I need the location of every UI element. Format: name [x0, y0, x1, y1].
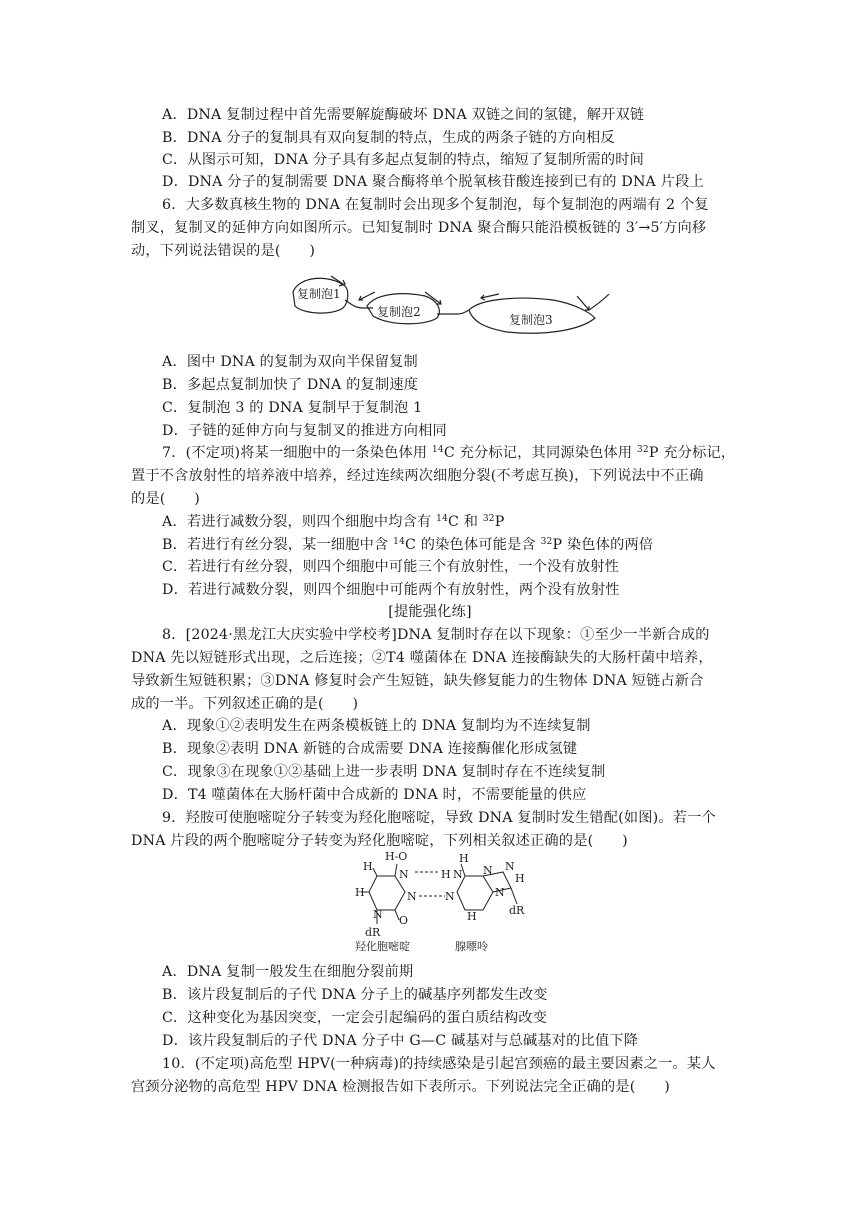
q7-option-c: C．若进行有丝分裂，则四个细胞中可能三个有放射性，一个没有放射性	[162, 559, 620, 575]
cytosine-ring	[369, 876, 405, 910]
section-title: [提能强化练]	[388, 604, 472, 620]
atom-h-1: H	[363, 860, 373, 873]
dna-segment-2	[437, 310, 469, 314]
q7-stem-text-a: 7．(不定项)将某一细胞中的一条染色体用	[162, 445, 432, 461]
q10-stem-line-2: 宫颈分泌物的高危型 HPV DNA 检测报告如下表所示。下列说法完全正确的是( )	[131, 1079, 671, 1095]
q7-stem-text-c: P 充分标记，	[648, 445, 736, 461]
atom-n-5: N	[445, 890, 455, 903]
q6-stem-line-3: 动，下列说法错误的是( )	[131, 243, 316, 259]
adenine-n-dr-bond	[511, 888, 517, 904]
isotope-14: 14	[432, 445, 444, 455]
bubble-3-label: 复制泡3	[509, 313, 553, 327]
q7-stem-line-3: 的是( )	[131, 491, 201, 507]
bubble-1-label: 复制泡1	[297, 287, 341, 301]
atom-n-1: N	[399, 868, 409, 881]
q7-opt-b-text-1: B．若进行有丝分裂，某一细胞中含	[162, 537, 394, 553]
q7-stem-text-b: C 充分标记，其同源染色体用	[443, 445, 637, 461]
atom-n-7: N	[495, 886, 505, 899]
h-o-label: H-O	[385, 850, 408, 863]
q6-option-a: A．图中 DNA 的复制为双向半保留复制	[162, 354, 418, 370]
q8-stem-line-4: 成的一半。下列叙述正确的是( )	[131, 696, 359, 712]
atom-n-6: N	[483, 864, 493, 877]
fork-arrow-2	[359, 292, 375, 300]
isotope-32: 32	[637, 445, 649, 455]
q7-opt-a-text-3: P	[494, 514, 505, 530]
bubble-2-label: 复制泡2	[377, 305, 421, 319]
replication-bubbles-diagram	[285, 270, 615, 342]
q9-option-d: D．该片段复制后的子代 DNA 分子中 G—C 碱基对与总碱基对的比值下降	[162, 1033, 639, 1049]
atom-n-8: N	[505, 860, 515, 873]
dr-label-left: dR	[365, 926, 381, 939]
fork-arrow-3	[425, 292, 441, 304]
q5-option-a: A．DNA 复制过程中首先需要解旋酶破坏 DNA 双链之间的氢键，解开双链	[162, 107, 645, 123]
q5-option-b: B．DNA 分子的复制具有双向复制的特点，生成的两条子链的方向相反	[162, 130, 615, 146]
q5-option-d: D．DNA 分子的复制需要 DNA 聚合酶将单个脱氧核苷酸连接到已有的 DNA 片段上	[162, 174, 704, 190]
atom-h-3: H	[441, 868, 451, 881]
dr-label-right: dR	[509, 904, 525, 917]
n-oh-bond	[395, 864, 397, 876]
q7-opt-a-text-1: A．若进行减数分裂，则四个细胞中均含有	[162, 514, 437, 530]
q6-option-d: D．子链的延伸方向与复制叉的推进方向相同	[162, 423, 447, 439]
atom-n-3: N	[373, 908, 383, 921]
q7-stem-line-1	[162, 443, 735, 463]
q7-option-a	[162, 512, 504, 532]
atom-h-5: H	[515, 872, 525, 885]
atom-n-4: N	[453, 868, 463, 881]
base-pair-structure	[355, 848, 535, 954]
c-h-bond-top	[373, 868, 377, 876]
q6-option-c: C．复制泡 3 的 DNA 复制早于复制泡 1	[162, 400, 423, 416]
q7-option-b	[162, 535, 653, 555]
base-pair-figure	[355, 848, 535, 954]
atom-n-2: N	[407, 890, 417, 903]
adenine-label: 腺嘌呤	[455, 940, 488, 953]
atom-o-1: O	[399, 914, 409, 927]
adenine-ring-6	[457, 876, 493, 910]
q9-option-c: C．这种变化为基因突变，一定会引起编码的蛋白质结构改变	[162, 1010, 548, 1026]
q8-stem-line-2: DNA 先以短链形式出现，之后连接；②T4 噬菌体在 DNA 连接酶缺失的大肠杆菌中培养，	[131, 650, 713, 666]
atom-h-2: H	[355, 886, 365, 899]
q7-opt-b-text-2: C 的染色体可能是含	[405, 537, 541, 553]
q6-stem-line-1: 6．大多数真核生物的 DNA 在复制时会出现多个复制泡，每个复制泡的两端有 2 个复	[162, 197, 709, 213]
q5-option-c: C．从图示可知，DNA 分子具有多起点复制的特点，缩短了复制所需的时间	[162, 152, 645, 168]
q7-stem-line-2: 置于不含放射性的培养液中培养，经过连续两次细胞分裂(不考虑互换)，下列说法中不正确	[131, 468, 704, 484]
q9-option-a: A．DNA 复制一般发生在细胞分裂前期	[162, 964, 414, 980]
atom-h-6: H	[467, 910, 477, 923]
q9-stem-line-2: DNA 片段的两个胞嘧啶分子转变为羟化胞嘧啶，下列相关叙述正确的是( )	[131, 833, 628, 849]
isotope-32: 32	[540, 537, 553, 547]
hydroxylated-cytosine-label: 羟化胞嘧啶	[355, 940, 410, 953]
q7-option-d: D．若进行减数分裂，则四个细胞中可能两个有放射性，两个没有放射性	[162, 582, 620, 598]
q10-stem-line-1: 10．(不定项)高危型 HPV(一种病毒)的持续感染是引起宫颈癌的最主要因素之一。某人	[162, 1056, 716, 1072]
isotope-14: 14	[436, 514, 448, 524]
replication-bubbles-figure	[285, 270, 615, 342]
q8-option-d: D．T4 噬菌体在大肠杆菌中合成新的 DNA 时，不需要能量的供应	[162, 787, 587, 803]
q8-stem-line-3: 导致新生短链积累；③DNA 修复时会产生短链，缺失修复能力的生物体 DNA 短链占新合	[131, 673, 704, 689]
q9-option-b: B．该片段复制后的子代 DNA 分子上的碱基序列都发生改变	[162, 987, 548, 1003]
q8-option-c: C．现象③在现象①②基础上进一步表明 DNA 复制时存在不连续复制	[162, 764, 606, 780]
q8-option-a: A．现象①②表明发生在两条模板链上的 DNA 复制均为不连续复制	[162, 718, 591, 734]
q9-stem-line-1: 9．羟胺可使胞嘧啶分子转变为羟化胞嘧啶，导致 DNA 复制时发生错配(如图)。若一个	[162, 810, 716, 826]
dna-segment-3	[589, 294, 609, 310]
q8-option-b: B．现象②表明 DNA 新链的合成需要 DNA 连接酶催化形成氢键	[162, 741, 578, 757]
isotope-32: 32	[482, 514, 495, 524]
isotope-14: 14	[393, 537, 406, 547]
atom-h-4: H	[459, 852, 469, 865]
q6-option-b: B．多起点复制加快了 DNA 的复制速度	[162, 377, 419, 393]
q7-opt-a-text-2: C 和	[448, 514, 483, 530]
q8-stem-line-1: 8．[2024·黑龙江大庆实验中学校考]DNA 复制时存在以下现象：①至少一半新合成的	[162, 627, 710, 643]
q7-opt-b-text-3: P 染色体的两倍	[552, 537, 654, 553]
q6-stem-line-2: 制叉，复制叉的延伸方向如图所示。已知复制时 DNA 聚合酶只能沿模板链的 3′→5′方向移	[131, 220, 707, 236]
